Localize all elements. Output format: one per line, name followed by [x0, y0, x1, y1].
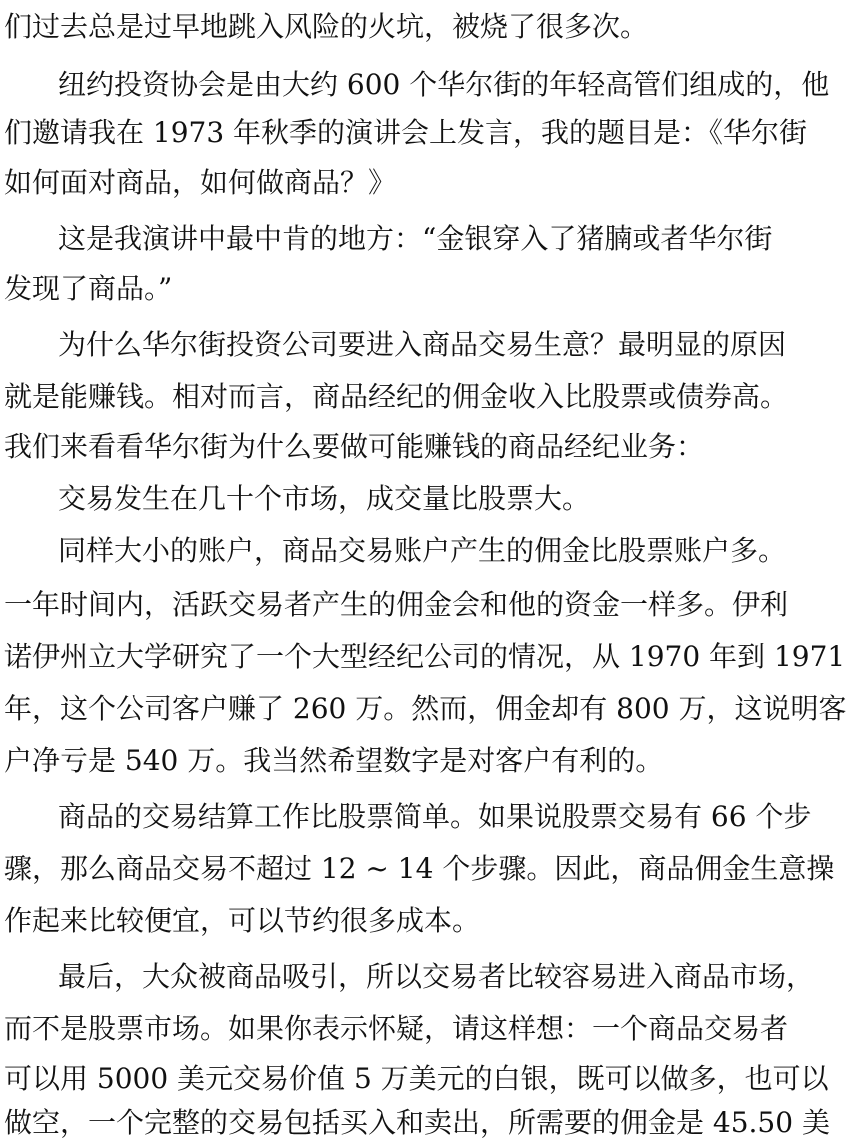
text-line: 发现了商品。”	[4, 272, 173, 305]
text-line: 为什么华尔街投资公司要进入商品交易生意？最明显的原因	[58, 328, 787, 361]
text-line: 可以用 5000 美元交易价值 5 万美元的白银，既可以做多，也可以	[4, 1062, 829, 1095]
text-line: 年，这个公司客户赚了 260 万。然而，佣金却有 800 万，这说明客	[4, 692, 847, 725]
text-line: 户净亏是 540 万。我当然希望数字是对客户有利的。	[4, 744, 664, 777]
text-line: 这是我演讲中最中肯的地方：“金银穿入了猪腩或者华尔街	[58, 222, 773, 255]
text-line: 骤，那么商品交易不超过 12 ~ 14 个步骤。因此，商品佣金生意操	[4, 852, 835, 885]
text-line: 我们来看看华尔街为什么要做可能赚钱的商品经纪业务：	[4, 430, 705, 463]
text-line: 一年时间内，活跃交易者产生的佣金会和他的资金一样多。伊利	[4, 588, 789, 621]
text-line: 如何面对商品，如何做商品？》	[4, 166, 397, 199]
text-line: 交易发生在几十个市场，成交量比股票大。	[58, 482, 591, 515]
text-line: 们过去总是过早地跳入风险的火坑，被烧了很多次。	[4, 10, 649, 43]
text-line: 同样大小的账户，商品交易账户产生的佣金比股票账户多。	[58, 534, 787, 567]
text-line: 作起来比较便宜，可以节约很多成本。	[4, 904, 481, 937]
text-line: 诺伊州立大学研究了一个大型经纪公司的情况，从 1970 年到 1971	[4, 640, 846, 673]
text-line: 而不是股票市场。如果你表示怀疑，请这样想：一个商品交易者	[4, 1012, 789, 1045]
text-line: 们邀请我在 1973 年秋季的演讲会上发言，我的题目是：《华尔街	[4, 116, 808, 149]
text-line: 最后，大众被商品吸引，所以交易者比较容易进入商品市场，	[58, 960, 815, 993]
text-line: 就是能赚钱。相对而言，商品经纪的佣金收入比股票或债券高。	[4, 380, 789, 413]
text-line: 商品的交易结算工作比股票简单。如果说股票交易有 66 个步	[58, 800, 812, 833]
text-line: 纽约投资协会是由大约 600 个华尔街的年轻高管们组成的，他	[58, 68, 830, 101]
text-line: 做空，一个完整的交易包括买入和卖出，所需要的佣金是 45.50 美	[4, 1106, 830, 1139]
